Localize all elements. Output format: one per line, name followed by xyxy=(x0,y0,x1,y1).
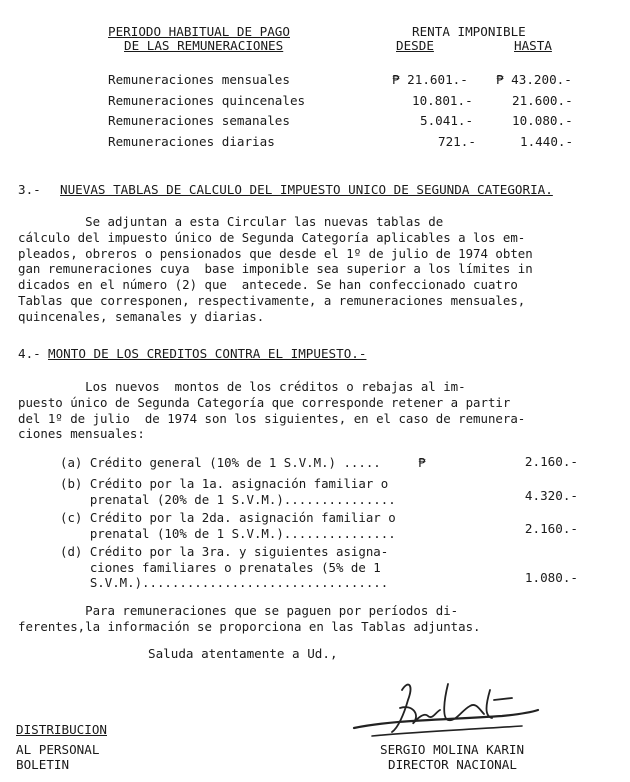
signatory-name: SERGIO MOLINA KARIN xyxy=(380,742,525,757)
row-desde: ₱ 21.601.- xyxy=(392,72,468,87)
distribution-item: BOLETIN xyxy=(16,757,70,772)
credit-amount-b: 4.320.- xyxy=(524,488,578,503)
credit-line: (d) Crédito por la 3ra. y siguientes asigna- xyxy=(60,544,389,559)
section4-line: puesto único de Segunda Categoría que corresponde retener a partir xyxy=(18,394,511,410)
section3-line: dicados en el número (2) que antecede. Se han confeccionado cuatro xyxy=(18,277,518,293)
credit-amount-a: 2.160.- xyxy=(524,454,578,469)
section3-number: 3.- xyxy=(18,182,41,197)
section4-title: MONTO DE LOS CREDITOS CONTRA EL IMPUESTO.- xyxy=(48,346,367,361)
row-label: Remuneraciones quincenales xyxy=(108,93,306,108)
table-header-period-line1: PERIODO HABITUAL DE PAGO xyxy=(108,24,290,39)
section4-line: del 1º de julio de 1974 son los siguientes, en el caso de remunera- xyxy=(18,410,526,426)
table-row xyxy=(0,113,630,133)
section3-line: gan remuneraciones cuya base imponible sea superior a los límites in xyxy=(18,261,533,277)
section3-line: pleados, obreros o pensionados que desde el 1º de julio de 1974 obten xyxy=(18,245,533,261)
table-header-period-line2: DE LAS REMUNERACIONES xyxy=(124,38,284,53)
section3-line: Se adjuntan a esta Circular las nuevas tablas de xyxy=(18,214,444,229)
section3-line: Tablas que corresponen, respectivamente, a remuneraciones mensuales, xyxy=(18,292,526,308)
section4-number: 4.- xyxy=(18,346,41,361)
table-header-renta: RENTA IMPONIBLE xyxy=(412,24,526,39)
closing-line: ferentes,la información se proporciona en las Tablas adjuntas. xyxy=(18,618,481,634)
section4-line: Los nuevos montos de los créditos o rebajas al im- xyxy=(18,379,466,394)
table-row xyxy=(0,72,630,92)
credit-line: prenatal (20% de 1 S.V.M.)............... xyxy=(60,491,396,507)
table-row xyxy=(0,134,630,154)
table-header-hasta: HASTA xyxy=(514,38,552,53)
credit-line: prenatal (10% de 1 S.V.M.)............... xyxy=(60,525,396,541)
credit-item-a xyxy=(60,455,426,471)
table-row xyxy=(0,93,630,113)
credit-item-c xyxy=(60,510,396,541)
row-label: Remuneraciones semanales xyxy=(108,113,290,128)
row-desde: 721.- xyxy=(438,134,476,149)
row-hasta: 21.600.- xyxy=(512,93,573,108)
credit-line: (a) Crédito general (10% de 1 S.V.M.) ..... ₱ xyxy=(60,455,426,470)
credit-line: S.V.M.)................................. xyxy=(60,575,389,591)
row-hasta: ₱ 43.200.- xyxy=(496,72,572,87)
signature-graphic xyxy=(352,670,542,750)
table-header-desde: DESDE xyxy=(396,38,434,53)
credit-item-b xyxy=(60,476,396,507)
row-hasta: 1.440.- xyxy=(520,134,574,149)
distribution-title: DISTRIBUCION xyxy=(16,722,107,737)
row-hasta: 10.080.- xyxy=(512,113,573,128)
section4-line: ciones mensuales: xyxy=(18,426,145,442)
credit-line: ciones familiares o prenatales (5% de 1 xyxy=(60,559,381,575)
section4-body xyxy=(18,379,525,442)
row-desde: 10.801.- xyxy=(412,93,473,108)
section3-title: NUEVAS TABLAS DE CALCULO DEL IMPUESTO UNICO DE SEGUNDA CATEGORIA. xyxy=(60,182,553,197)
signatory-position: DIRECTOR NACIONAL xyxy=(388,757,517,772)
credit-line: (c) Crédito por la 2da. asignación familiar o xyxy=(60,510,396,525)
closing-line: Para remuneraciones que se paguen por períodos di- xyxy=(18,603,459,618)
credit-amount-c: 2.160.- xyxy=(524,521,578,536)
row-label: Remuneraciones diarias xyxy=(108,134,275,149)
credit-item-d xyxy=(60,544,388,591)
distribution-item: AL PERSONAL xyxy=(16,742,100,757)
section3-line: quincenales, semanales y diarias. xyxy=(18,308,265,324)
credit-amount-d: 1.080.- xyxy=(524,570,578,585)
greeting: Saluda atentamente a Ud., xyxy=(148,646,338,661)
credit-line: (b) Crédito por la 1a. asignación familiar o xyxy=(60,476,389,491)
closing-paragraph xyxy=(18,603,481,635)
section3-body xyxy=(18,214,533,325)
section3-line: cálculo del impuesto único de Segunda Categoría aplicables a los em- xyxy=(18,229,526,245)
row-desde: 5.041.- xyxy=(420,113,474,128)
row-label: Remuneraciones mensuales xyxy=(108,72,290,87)
